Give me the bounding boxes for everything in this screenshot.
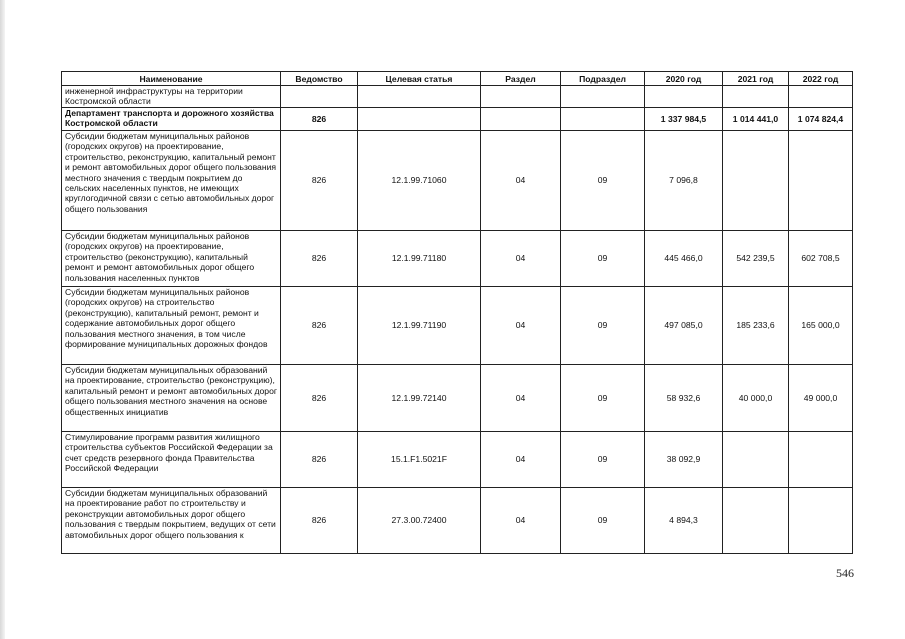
row-2021: 40 000,0 (723, 365, 789, 432)
row-name: Субсидии бюджетам муниципальных районов (городских округов) на проектирование, строительство, реконструкцию, капитальный ремонт и ремонт автомобильных дорог общего пользования местного значения с твердым покрытием до сельских населенных пунктов, не имеющих круглогодичной связи с сетью автомобильных дорог общего пользования (62, 131, 281, 231)
row-department: 826 (281, 131, 358, 231)
header-name: Наименование (62, 72, 281, 86)
row-section (481, 108, 561, 131)
row-target: 12.1.99.71190 (358, 287, 481, 365)
row-2022 (789, 432, 853, 488)
row-2022: 1 074 824,4 (789, 108, 853, 131)
row-section: 04 (481, 131, 561, 231)
row-name: Департамент транспорта и дорожного хозяйства Костромской области (62, 108, 281, 131)
row-name: Субсидии бюджетам муниципальных образований на проектирование, строительство (реконструкцию), капитальный ремонт и ремонт автомобильных дорог общего пользования местного значения на основе общественных инициатив (62, 365, 281, 432)
header-section: Раздел (481, 72, 561, 86)
row-subsection (561, 108, 645, 131)
row-target: 12.1.99.71180 (358, 231, 481, 287)
row-2021 (723, 432, 789, 488)
row-2020: 4 894,3 (645, 488, 723, 554)
row-subsection: 09 (561, 432, 645, 488)
row-section: 04 (481, 488, 561, 554)
row-section (481, 86, 561, 108)
row-name: Субсидии бюджетам муниципальных районов (городских округов) на строительство (реконструкцию), капитальный ремонт, ремонт и содержание автомобильных дорог общего пользования местного значения, в том числе формирование муниципальных дорожных фондов (62, 287, 281, 365)
row-target: 12.1.99.71060 (358, 131, 481, 231)
row-subsection: 09 (561, 365, 645, 432)
header-2021: 2021 год (723, 72, 789, 86)
table-row (62, 131, 853, 231)
row-subsection: 09 (561, 231, 645, 287)
row-2020: 445 466,0 (645, 231, 723, 287)
row-2022 (789, 131, 853, 231)
row-target: 27.3.00.72400 (358, 488, 481, 554)
row-name: инженерной инфраструктуры на территории Костромской области (62, 86, 281, 108)
table-row (62, 231, 853, 287)
row-2021 (723, 86, 789, 108)
table-row (62, 365, 853, 432)
row-department: 826 (281, 287, 358, 365)
row-2020 (645, 86, 723, 108)
row-name: Стимулирование программ развития жилищного строительства субъектов Российской Федерации за счет средств резервного фонда Правительства Российской Федерации (62, 432, 281, 488)
row-2021: 1 014 441,0 (723, 108, 789, 131)
row-2020: 7 096,8 (645, 131, 723, 231)
row-2022: 165 000,0 (789, 287, 853, 365)
row-target: 15.1.F1.5021F (358, 432, 481, 488)
table-row (62, 488, 853, 554)
row-target (358, 108, 481, 131)
row-subsection: 09 (561, 287, 645, 365)
row-subsection (561, 86, 645, 108)
page-number: 546 (836, 566, 854, 580)
row-section: 04 (481, 231, 561, 287)
row-department: 826 (281, 108, 358, 131)
row-target (358, 86, 481, 108)
header-subsection: Подраздел (561, 72, 645, 86)
row-department: 826 (281, 432, 358, 488)
budget-table (61, 71, 853, 554)
row-2022: 49 000,0 (789, 365, 853, 432)
row-subsection: 09 (561, 131, 645, 231)
row-section: 04 (481, 432, 561, 488)
header-2020: 2020 год (645, 72, 723, 86)
header-target: Целевая статья (358, 72, 481, 86)
row-section: 04 (481, 365, 561, 432)
row-2022 (789, 488, 853, 554)
row-2021 (723, 488, 789, 554)
header-department: Ведомство (281, 72, 358, 86)
row-2020: 58 932,6 (645, 365, 723, 432)
row-department: 826 (281, 231, 358, 287)
table-header-row (62, 72, 853, 86)
row-2020: 38 092,9 (645, 432, 723, 488)
table-row (62, 86, 853, 108)
scan-edge-shadow (0, 0, 5, 639)
row-department: 826 (281, 365, 358, 432)
row-name: Субсидии бюджетам муниципальных районов (городских округов) на проектирование, строительство (реконструкцию), капитальный ремонт и ремонт автомобильных дорог общего пользования населенных пунктов (62, 231, 281, 287)
row-2021 (723, 131, 789, 231)
row-department: 826 (281, 488, 358, 554)
header-2022: 2022 год (789, 72, 853, 86)
table-row (62, 432, 853, 488)
row-target: 12.1.99.72140 (358, 365, 481, 432)
row-name: Субсидии бюджетам муниципальных образований на проектирование работ по строительству и реконструкции автомобильных дорог общего пользования с твердым покрытием, ведущих от сети автомобильных дорог общего пользования к (62, 488, 281, 554)
row-section: 04 (481, 287, 561, 365)
row-subsection: 09 (561, 488, 645, 554)
row-2021: 185 233,6 (723, 287, 789, 365)
table-row (62, 287, 853, 365)
row-2022: 602 708,5 (789, 231, 853, 287)
row-2020: 1 337 984,5 (645, 108, 723, 131)
table-row-department (62, 108, 853, 131)
row-2020: 497 085,0 (645, 287, 723, 365)
row-department (281, 86, 358, 108)
row-2022 (789, 86, 853, 108)
row-2021: 542 239,5 (723, 231, 789, 287)
